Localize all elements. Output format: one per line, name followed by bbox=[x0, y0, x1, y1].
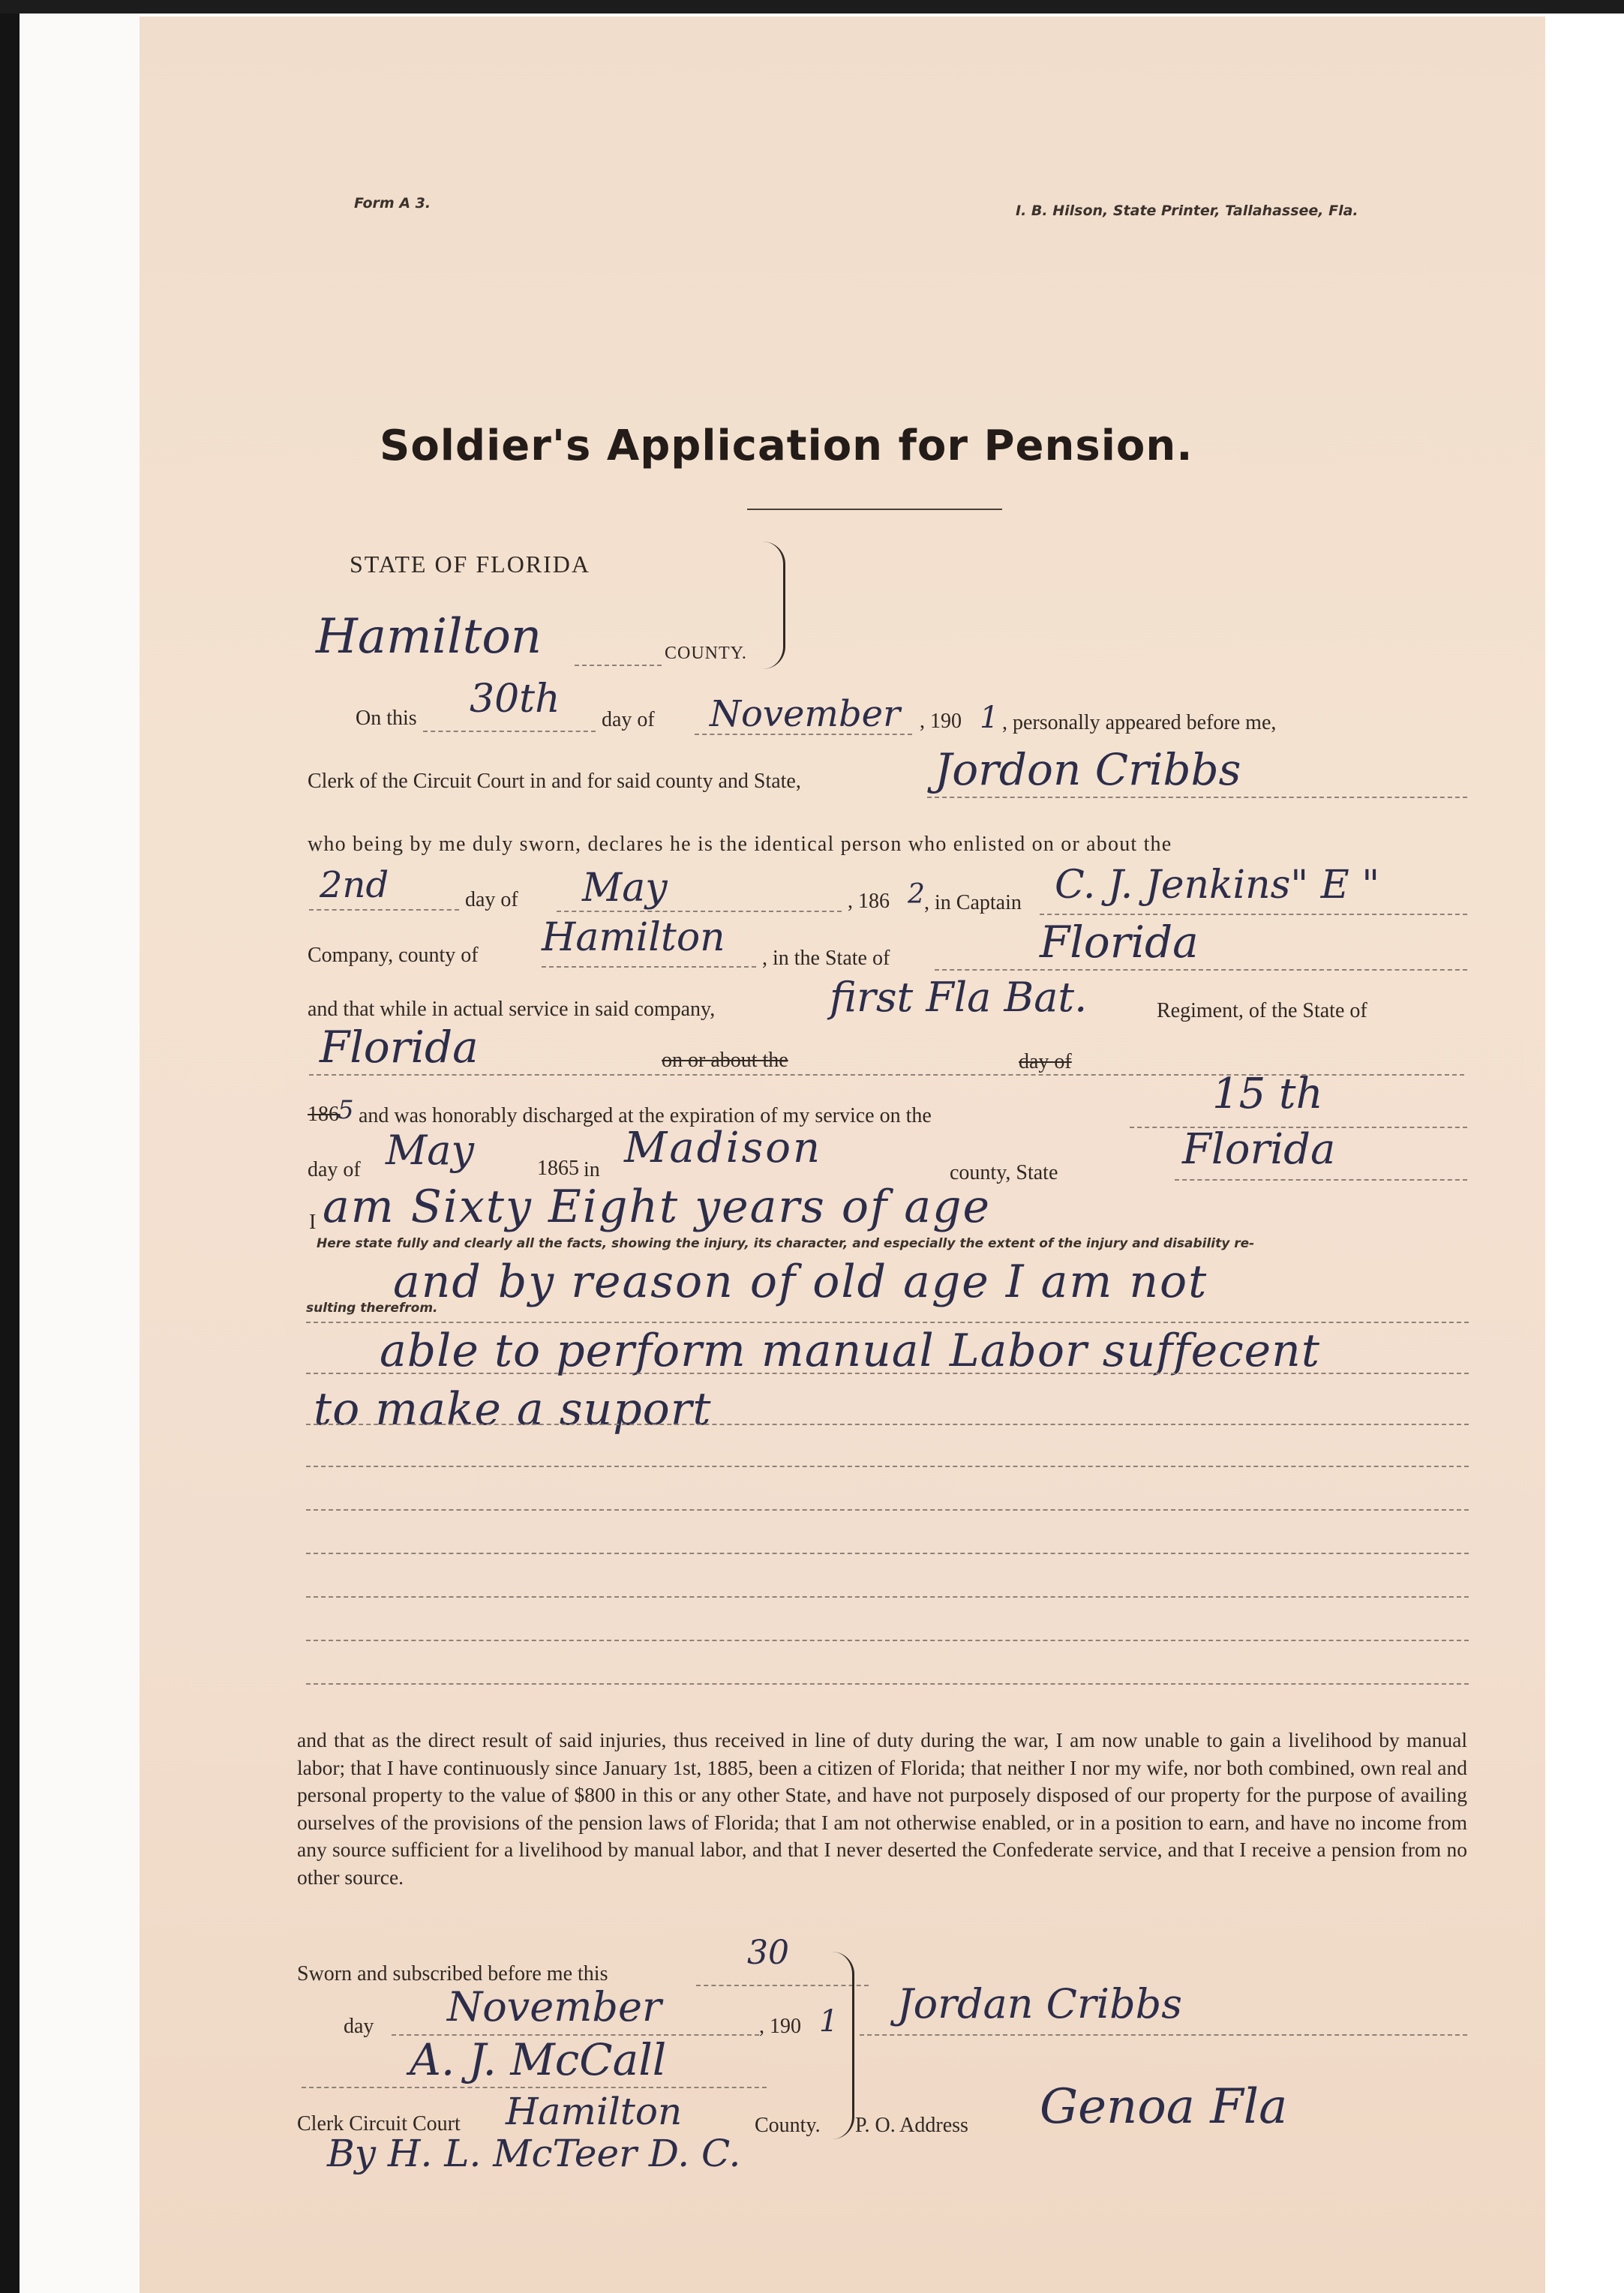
declaration-paragraph: and that as the direct result of said injuries, thus received in line of duty during the war, I am now unable to gain a livelihood by manual labor; that I have continuously since January 1st, 1885, been a citizen of Florida; that neither I nor my wife, nor both combined, own real and personal property to the value of $800 in this or any other State, and have not purposely disposed of our property for the purpose of availing ourselves of the provisions of the pension laws of Florida; that I am not otherwise enabled, or in a position to earn, and have no income from any source sufficient for a livelihood by manual labor, and that I never deserted the Confederate service, and that I receive a pension from no other source. bbox=[297, 1728, 1467, 1889]
captain-name: C. J. Jenkins" E " bbox=[1055, 863, 1380, 908]
sworn-label: Sworn and subscribed before me this bbox=[297, 1962, 608, 1985]
day-number: 30th bbox=[470, 677, 560, 722]
discharge-county: Madison bbox=[624, 1124, 823, 1172]
injury-line-2: and by reason of old age I am not bbox=[393, 1256, 1208, 1308]
enlist-month: May bbox=[582, 866, 668, 911]
county-name-handwritten: Hamilton bbox=[316, 609, 542, 665]
statement-line bbox=[306, 1509, 1469, 1511]
injury-instruction-cont: sulting therefrom. bbox=[306, 1301, 438, 1316]
struck-on-or-about: on or about the bbox=[662, 1049, 788, 1072]
month-blank bbox=[695, 734, 912, 735]
statement-line bbox=[306, 1596, 1469, 1598]
statement-line bbox=[306, 1373, 1469, 1374]
company-county-label: Company, county of bbox=[308, 944, 479, 967]
statement-line bbox=[306, 1424, 1469, 1425]
margin-strip bbox=[20, 14, 140, 2293]
statement-line bbox=[306, 1322, 1469, 1323]
company-state-blank bbox=[935, 969, 1467, 971]
on-this-label: On this bbox=[356, 707, 417, 730]
in-label: in bbox=[584, 1158, 600, 1181]
title-divider bbox=[747, 509, 1002, 510]
day-blank bbox=[423, 731, 596, 732]
enlist-month-blank bbox=[557, 911, 842, 912]
statement-line bbox=[306, 1640, 1469, 1641]
company-state: Florida bbox=[1040, 917, 1199, 968]
in-state-of-label: , in the State of bbox=[762, 947, 890, 970]
injury-line-4: to make a suport bbox=[314, 1383, 712, 1436]
struck-day-of: day of bbox=[1019, 1050, 1072, 1073]
clerk-signature: A. J. McCall bbox=[410, 2034, 667, 2085]
top-border bbox=[0, 0, 1624, 14]
county-state-label: county, State bbox=[950, 1161, 1058, 1184]
injury-instruction: Here state fully and clearly all the facts, showing the injury, its character, and especially the extent of the injury and disability re- bbox=[317, 1236, 1255, 1251]
regiment-suffix: Regiment, of the State of bbox=[1157, 999, 1367, 1022]
struck-year-suffix: 5 bbox=[338, 1095, 354, 1125]
year-186-suffix: 2 bbox=[908, 879, 925, 910]
county-blank bbox=[575, 665, 662, 666]
deputy-clerk: By H. L. McTeer D. C. bbox=[327, 2132, 741, 2175]
statement-line bbox=[306, 1553, 1469, 1554]
enlist-day: 2nd bbox=[320, 864, 389, 906]
sworn-day: 30 bbox=[747, 1934, 789, 1972]
po-address-value: Genoa Fla bbox=[1040, 2079, 1288, 2135]
day-of-label: day of bbox=[602, 708, 655, 731]
year-186-label: , 186 bbox=[848, 890, 890, 913]
personally-appeared: , personally appeared before me, bbox=[1002, 711, 1277, 734]
form-number: Form A 3. bbox=[354, 195, 431, 212]
service-line: and that while in actual service in said company, bbox=[308, 998, 716, 1021]
applicant-blank bbox=[927, 797, 1467, 798]
applicant-name: Jordon Cribbs bbox=[935, 744, 1241, 795]
injury-line-1: am Sixty Eight years of age bbox=[323, 1181, 991, 1233]
po-address-label: P. O. Address bbox=[855, 2114, 968, 2137]
in-captain-label: , in Captain bbox=[924, 891, 1022, 914]
discharge-state: Florida bbox=[1182, 1125, 1336, 1174]
injury-line-3: able to perform manual Labor suffecent bbox=[380, 1325, 1320, 1377]
clerk-line: Clerk of the Circuit Court in and for said county and State, bbox=[308, 770, 801, 793]
statement-line bbox=[306, 1683, 1469, 1685]
captain-blank bbox=[1040, 914, 1467, 915]
jurat-brace bbox=[830, 1952, 854, 2139]
regiment-name: first Fla Bat. bbox=[830, 974, 1088, 1021]
state-heading: STATE OF FLORIDA bbox=[350, 551, 591, 578]
county-word: County. bbox=[755, 2114, 821, 2137]
discharge-state-blank bbox=[1175, 1179, 1467, 1181]
discharge-year: 1865 bbox=[537, 1157, 579, 1180]
applicant-signature: Jordan Cribbs bbox=[897, 1980, 1182, 2027]
county-label: COUNTY. bbox=[665, 644, 747, 663]
company-county: Hamilton bbox=[542, 915, 725, 960]
pension-application-page bbox=[140, 17, 1545, 2293]
left-frame bbox=[0, 14, 20, 2293]
applicant-signature-blank bbox=[860, 2034, 1467, 2036]
month-handwritten: November bbox=[710, 693, 901, 735]
discharge-month: May bbox=[386, 1127, 474, 1174]
printer-credit: I. B. Hilson, State Printer, Tallahassee, Fla. bbox=[1016, 203, 1358, 219]
venue-brace bbox=[762, 542, 785, 669]
year-prefix: , 190 bbox=[920, 710, 962, 733]
sworn-declaration-line: who being by me duly sworn, declares he is the identical person who enlisted on or about the bbox=[308, 833, 1172, 856]
clerk-court-label: Clerk Circuit Court bbox=[297, 2112, 461, 2135]
sworn-year-suffix: 1 bbox=[819, 2004, 839, 2039]
clerk-county: Hamilton bbox=[506, 2090, 683, 2133]
i-label: I bbox=[309, 1211, 317, 1234]
day-of-label-3: day of bbox=[308, 1158, 361, 1181]
company-county-blank bbox=[542, 966, 756, 968]
regiment-state: Florida bbox=[320, 1022, 479, 1073]
struck-year: 186 bbox=[308, 1103, 339, 1126]
year-suffix: 1 bbox=[980, 701, 999, 735]
enlist-day-blank bbox=[309, 909, 459, 911]
page-title: Soldier's Application for Pension. bbox=[380, 422, 1193, 470]
right-margin bbox=[1545, 14, 1624, 2293]
discharged-line: and was honorably discharged at the expiration of my service on the bbox=[359, 1104, 932, 1127]
day-word: day bbox=[344, 2015, 374, 2038]
discharge-day: 15 th bbox=[1212, 1070, 1323, 1118]
statement-line bbox=[306, 1466, 1469, 1467]
day-of-label-2: day of bbox=[465, 888, 518, 911]
clerk-signature-blank bbox=[302, 2087, 767, 2088]
sworn-year-prefix: , 190 bbox=[759, 2015, 801, 2038]
sworn-month: November bbox=[447, 1983, 662, 2030]
